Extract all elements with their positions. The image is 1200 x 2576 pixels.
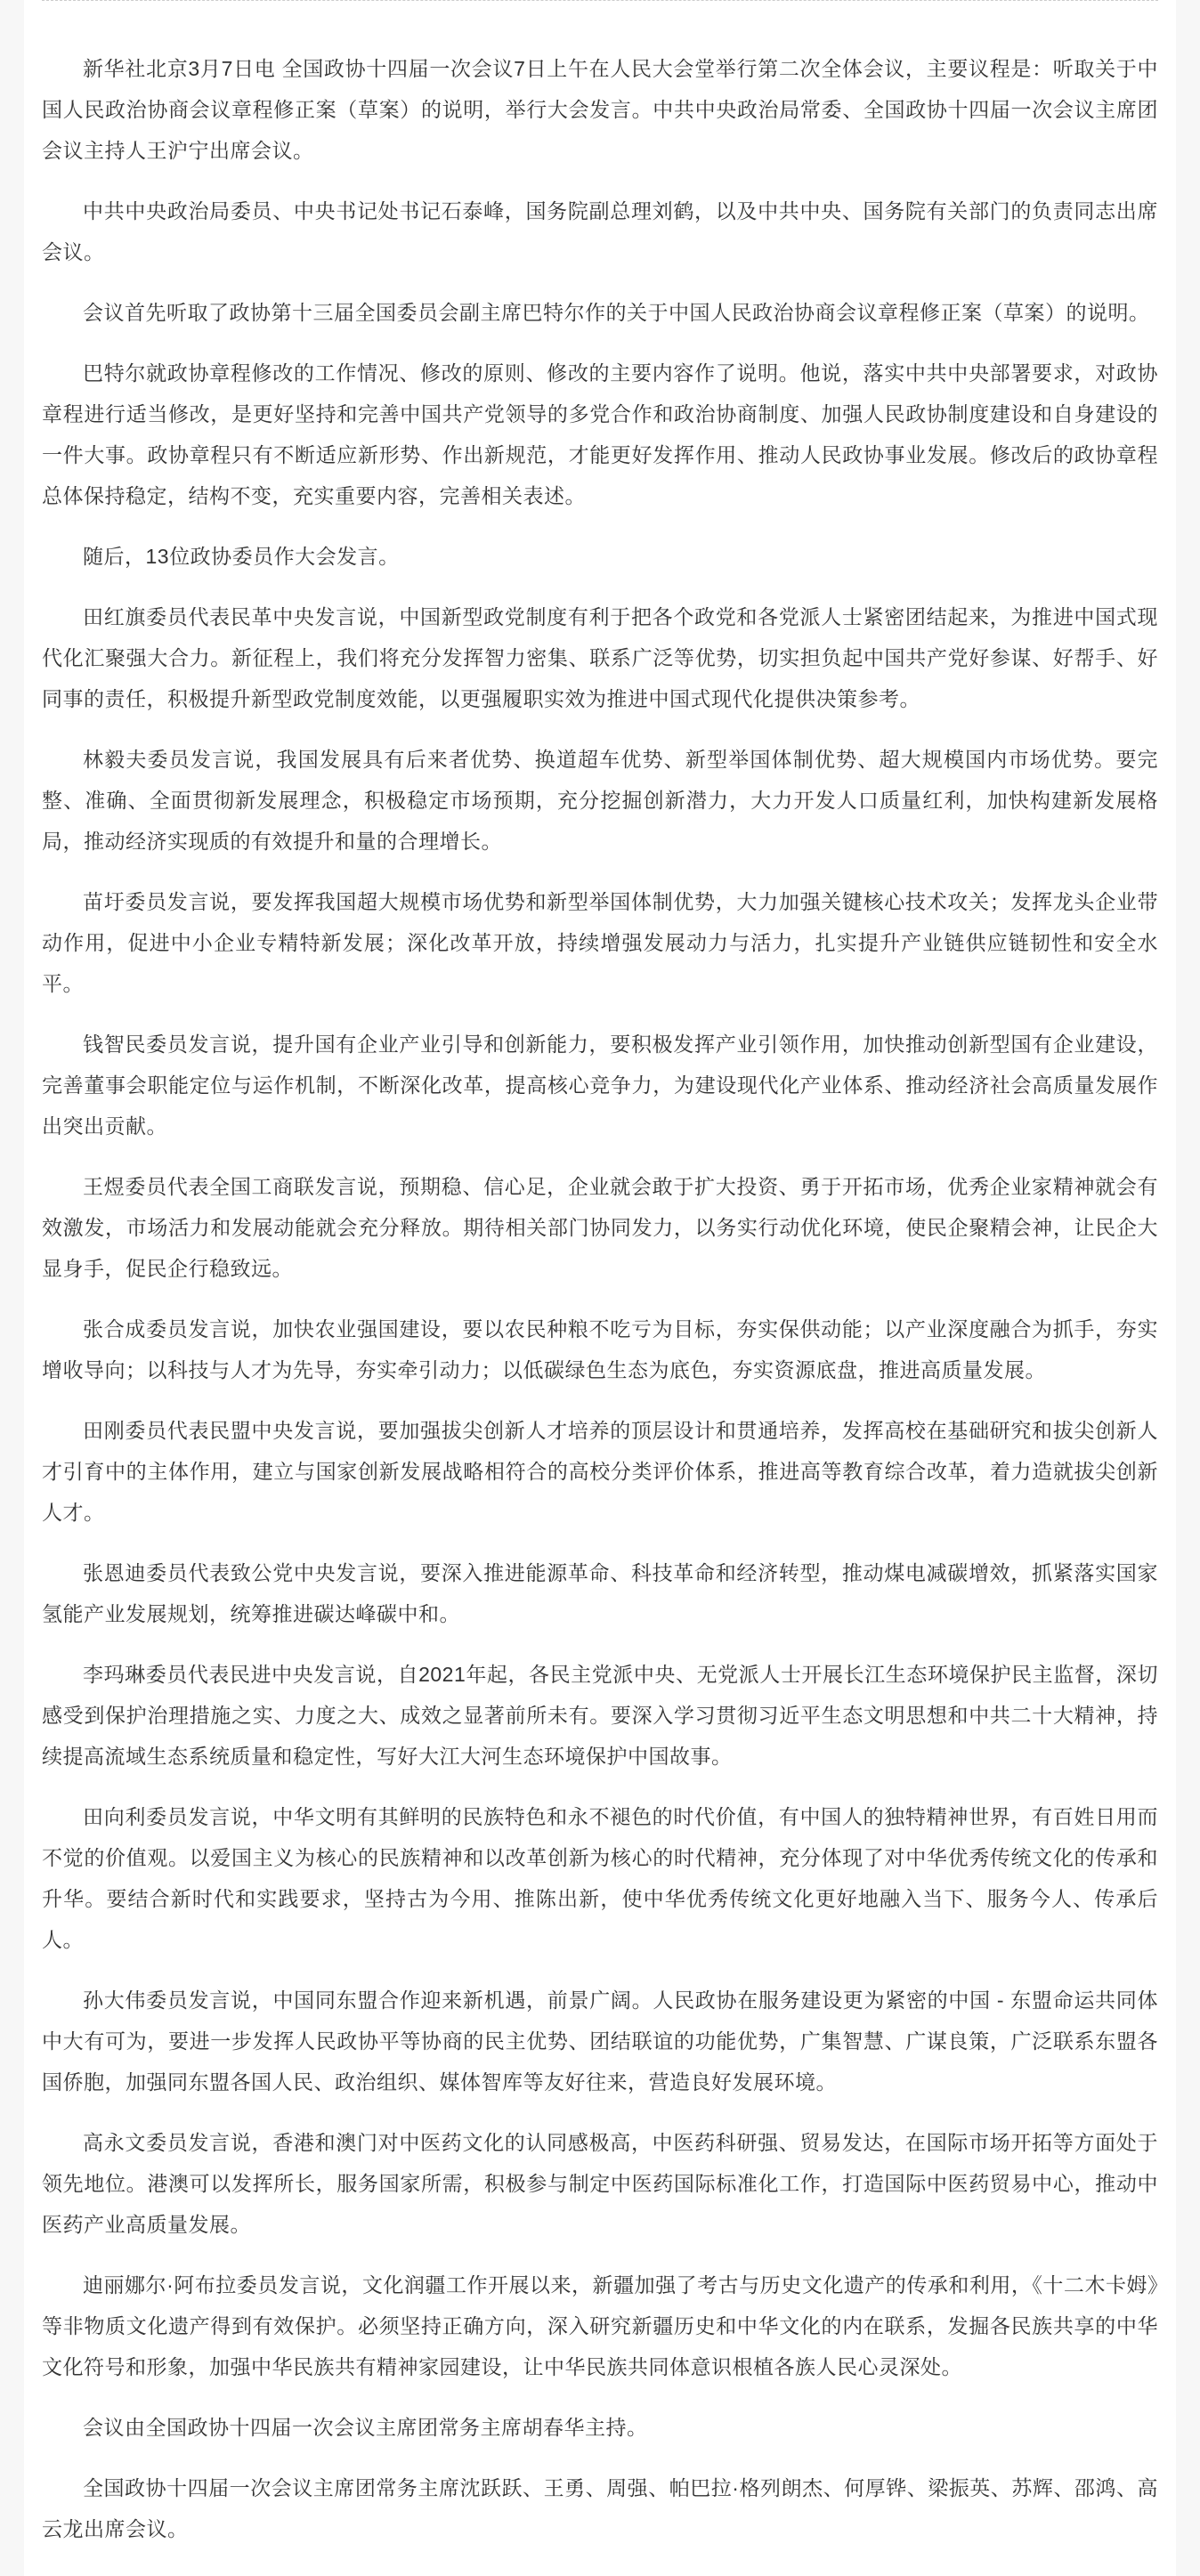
article-card <box>24 0 1176 2576</box>
paragraph: 孙大伟委员发言说，中国同东盟合作迎来新机遇，前景广阔。人民政协在服务建设更为紧密的中国 - 东盟命运共同体中大有可为，要进一步发挥人民政协平等协商的民主优势、团结联谊的功能优势，广集智慧、广谋良策，广泛联系东盟各国侨胞，加强同东盟各国人民、政治组织、媒体智库等友好往来，营造良好发展环境。 <box>42 1989 1158 2094</box>
paragraph: 林毅夫委员发言说，我国发展具有后来者优势、换道超车优势、新型举国体制优势、超大规模国内市场优势。要完整、准确、全面贯彻新发展理念，积极稳定市场预期，充分挖掘创新潜力，大力开发人口质量红利，加快构建新发展格局，推动经济实现质的有效提升和量的合理增长。 <box>42 748 1158 853</box>
paragraph: 王煜委员代表全国工商联发言说，预期稳、信心足，企业就会敢于扩大投资、勇于开拓市场，优秀企业家精神就会有效激发，市场活力和发展动能就会充分释放。期待相关部门协同发力，以务实行动优化环境，使民企聚精会神，让民企大显身手，促民企行稳致远。 <box>42 1175 1158 1280</box>
paragraph: 张合成委员发言说，加快农业强国建设，要以农民种粮不吃亏为目标，夯实保供动能；以产业深度融合为抓手，夯实增收导向；以科技与人才为先导，夯实牵引动力；以低碳绿色生态为底色，夯实资源底盘，推进高质量发展。 <box>42 1317 1158 1381</box>
paragraph: 田刚委员代表民盟中央发言说，要加强拔尖创新人才培养的顶层设计和贯通培养，发挥高校在基础研究和拔尖创新人才引育中的主体作用，建立与国家创新发展战略相符合的高校分类评价体系，推进高等教育综合改革，着力造就拔尖创新人才。 <box>42 1419 1158 1524</box>
paragraph: 钱智民委员发言说，提升国有企业产业引导和创新能力，要积极发挥产业引领作用，加快推动创新型国有企业建设，完善董事会职能定位与运作机制，不断深化改革，提高核心竞争力，为建设现代化产业体系、推动经济社会高质量发展作出突出贡献。 <box>42 1033 1158 1138</box>
paragraph: 迪丽娜尔·阿布拉委员发言说，文化润疆工作开展以来，新疆加强了考古与历史文化遗产的传承和利用，《十二木卡姆》等非物质文化遗产得到有效保护。必须坚持正确方向，深入研究新疆历史和中华文化的内在联系，发掘各民族共享的中华文化符号和形象，加强中华民族共有精神家园建设，让中华民族共同体意识根植各族人民心灵深处。 <box>42 2273 1158 2378</box>
paragraph: 中共中央政治局委员、中央书记处书记石泰峰，国务院副总理刘鹤，以及中共中央、国务院有关部门的负责同志出席会议。 <box>42 199 1158 263</box>
paragraph: 苗圩委员发言说，要发挥我国超大规模市场优势和新型举国体制优势，大力加强关键核心技术攻关；发挥龙头企业带动作用，促进中小企业专精特新发展；深化改革开放，持续增强发展动力与活力，扎实提升产业链供应链韧性和安全水平。 <box>42 890 1158 995</box>
paragraph: 张恩迪委员代表致公党中央发言说，要深入推进能源革命、科技革命和经济转型，推动煤电减碳增效，抓紧落实国家氢能产业发展规划，统筹推进碳达峰碳中和。 <box>42 1561 1158 1625</box>
article-body <box>42 0 1158 2576</box>
paragraph: 随后，13位政协委员作大会发言。 <box>83 545 400 568</box>
paragraph: 会议首先听取了政协第十三届全国委员会副主席巴特尔作的关于中国人民政治协商会议章程修正案（草案）的说明。 <box>83 301 1150 324</box>
paragraph: 全国政协十四届一次会议主席团常务主席沈跃跃、王勇、周强、帕巴拉·格列朗杰、何厚铧、梁振英、苏辉、邵鸿、高云龙出席会议。 <box>42 2476 1158 2540</box>
paragraph: 高永文委员发言说，香港和澳门对中医药文化的认同感极高，中医药科研强、贸易发达，在国际市场开拓等方面处于领先地位。港澳可以发挥所长，服务国家所需，积极参与制定中医药国际标准化工作，打造国际中医药贸易中心，推动中医药产业高质量发展。 <box>42 2131 1158 2236</box>
paragraph: 新华社北京3月7日电 全国政协十四届一次会议7日上午在人民大会堂举行第二次全体会议，主要议程是：听取关于中国人民政治协商会议章程修正案（草案）的说明，举行大会发言。中共中央政治局常委、全国政协十四届一次会议主席团会议主持人王沪宁出席会议。 <box>42 57 1158 162</box>
paragraph: 巴特尔就政协章程修改的工作情况、修改的原则、修改的主要内容作了说明。他说，落实中共中央部署要求，对政协章程进行适当修改，是更好坚持和完善中国共产党领导的多党合作和政治协商制度、加强人民政协制度建设和自身建设的一件大事。政协章程只有不断适应新形势、作出新规范，才能更好发挥作用、推动人民政协事业发展。修改后的政协章程总体保持稳定，结构不变，充实重要内容，完善相关表述。 <box>42 361 1158 507</box>
paragraph: 田向利委员发言说，中华文明有其鲜明的民族特色和永不褪色的时代价值，有中国人的独特精神世界，有百姓日用而不觉的价值观。以爱国主义为核心的民族精神和以改革创新为核心的时代精神，充分体现了对中华优秀传统文化的传承和升华。要结合新时代和实践要求，坚持古为今用、推陈出新，使中华优秀传统文化更好地融入当下、服务今人、传承后人。 <box>42 1805 1158 1951</box>
paragraph: 李玛琳委员代表民进中央发言说，自2021年起，各民主党派中央、无党派人士开展长江生态环境保护民主监督，深切感受到保护治理措施之实、力度之大、成效之显著前所未有。要深入学习贯彻习近平生态文明思想和中共二十大精神，持续提高流域生态系统质量和稳定性，写好大江大河生态环境保护中国故事。 <box>42 1663 1158 1768</box>
paragraph: 会议由全国政协十四届一次会议主席团常务主席胡春华主持。 <box>83 2416 648 2439</box>
paragraph: 田红旗委员代表民革中央发言说，中国新型政党制度有利于把各个政党和各党派人士紧密团结起来，为推进中国式现代化汇聚强大合力。新征程上，我们将充分发挥智力密集、联系广泛等优势，切实担负起中国共产党好参谋、好帮手、好同事的责任，积极提升新型政党制度效能，以更强履职实效为推进中国式现代化提供决策参考。 <box>42 605 1158 710</box>
